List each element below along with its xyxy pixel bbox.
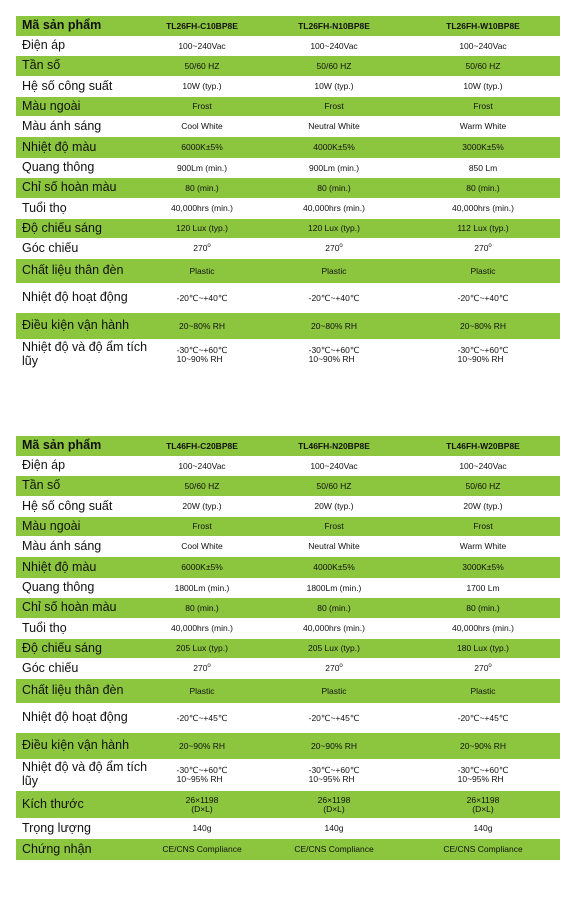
spec-row-dien-ap [16,36,560,56]
spec-value [321,267,346,276]
value-text: 100~240Vac [459,40,507,51]
spec-value [185,62,220,71]
spec-row-mau-anh-sang [16,116,560,137]
spec-value [467,796,500,814]
spec-row-mau-ngoai [16,517,560,536]
spec-value [314,502,353,511]
spec-value [458,294,509,303]
value-text: Warm White [459,541,507,552]
value-text: 900Lm (min.) [176,162,228,173]
value-text: Cool White [181,121,223,132]
value-text: 900Lm (min.) [308,162,360,173]
spec-label: Nhiệt độ màu [22,139,97,154]
spec-value [458,346,509,364]
value-text: 140g [473,823,493,834]
spec-label: Chứng nhận [22,841,92,856]
spec-label: Tuổi thọ [22,620,67,635]
value-text: 20~80% RH [310,320,358,331]
spec-value [162,845,241,854]
spec-label: Độ chiếu sáng [22,220,102,235]
spec-row-dieu-kien-van-hanh [16,313,560,339]
spec-value [324,522,343,531]
value-text: 100~240Vac [459,460,507,471]
spec-value [309,294,360,303]
value-text: -30℃~+60℃ [457,765,509,776]
spec-value [474,664,492,673]
spec-value [443,845,522,854]
value-text: -30℃~+60℃ [308,345,360,356]
value-text: -20℃~+45℃ [308,712,360,723]
value-text: 270 [474,663,489,674]
model-code [298,22,370,31]
spec-label: Độ chiếu sáng [22,640,102,655]
value-text-line2: 10~90% RH [308,354,355,364]
value-text: Frost [192,521,212,532]
spec-value [317,62,352,71]
value-text: -30℃~+60℃ [176,345,228,356]
value-text: 205 Lux (typ.) [176,643,228,654]
value-text: 40,000hrs (min.) [452,203,514,214]
value-text: 80 (min.) [317,182,351,193]
value-text: 120 Lux (typ.) [176,223,228,234]
spec-value [457,224,508,233]
spec-value [466,604,500,613]
value-text: 40,000hrs (min.) [303,623,365,634]
spec-value [193,664,211,673]
spec-value [171,624,233,633]
spec-label: Mã sản phẩm [22,438,102,453]
spec-value [307,584,362,593]
spec-row-tuoi-tho [16,198,560,219]
spec-value [309,714,360,723]
value-text: 80 (min.) [466,602,500,613]
spec-value [474,244,492,253]
spec-value [459,42,506,51]
spec-value [325,664,343,673]
spec-value [321,687,346,696]
value-text: 40,000hrs (min.) [303,203,365,214]
value-text: 20~90% RH [310,740,358,751]
value-text: 40,000hrs (min.) [171,623,233,634]
spec-value [473,522,492,531]
value-text: Frost [324,101,344,112]
value-text: Plastic [189,685,215,696]
spec-value [460,322,506,331]
spec-label: Hệ số công suất [22,498,113,513]
spec-value [463,82,502,91]
spec-value [185,482,220,491]
header-row [16,16,560,36]
spec-value [466,482,501,491]
spec-label: Chất liệu thân đèn [22,683,124,698]
value-text: 80 (min.) [466,182,500,193]
spec-table-2 [16,436,560,860]
value-text: TL46FH-C20BP8E [166,440,238,451]
spec-label: Màu ánh sáng [22,118,102,133]
value-text: 50/60 HZ [316,480,352,491]
spec-value [324,102,343,111]
value-text-line2: 10~90% RH [457,354,504,364]
spec-value [179,322,225,331]
spec-label: Điện áp [22,38,66,53]
value-text-line2: (D×L) [323,803,345,814]
value-text: 4000K±5% [313,562,355,573]
value-text: 3000K±5% [462,562,504,573]
value-text: TL26FH-C10BP8E [166,20,238,31]
spec-value [193,824,212,833]
value-text: Neutral White [308,541,360,552]
spec-label: Mã sản phẩm [22,18,102,33]
spec-row-tuoi-tho [16,618,560,639]
spec-label: Chỉ số hoàn màu [22,600,117,615]
spec-label: Trọng lượng [22,820,91,835]
value-text: 100~240Vac [178,40,226,51]
spec-value [325,824,344,833]
spec-row-tan-so [16,56,560,76]
spec-row-trong-luong [16,818,560,839]
value-text: Plastic [470,265,496,276]
value-text: -20℃~+40℃ [457,292,509,303]
value-text: 20~90% RH [459,740,507,751]
spec-value [459,462,506,471]
value-text: TL26FH-W10BP8E [446,20,520,31]
value-text: TL26FH-N10BP8E [298,20,370,31]
spec-label: Góc chiếu [22,240,79,255]
value-text: -30℃~+60℃ [176,765,228,776]
spec-row-tan-so [16,476,560,496]
value-text: 10W (typ.) [182,81,222,92]
value-text: Frost [324,521,344,532]
spec-row-kich-thuoc [16,791,560,818]
header-row [16,436,560,456]
spec-value [185,604,219,613]
spec-value [181,563,223,572]
value-text: Plastic [470,685,496,696]
value-text: -20℃~+40℃ [308,292,360,303]
spec-label: Nhiệt độ hoạt động [22,290,128,305]
spec-row-nhiet-do-va-do-am-tich-luy [16,339,560,371]
value-text: 10W (typ.) [463,81,503,92]
spec-row-dieu-kien-van-hanh [16,733,560,759]
spec-value [177,164,227,173]
spec-value [317,482,352,491]
value-text: 205 Lux (typ.) [308,643,360,654]
spec-value [308,122,360,131]
value-text: 20W (typ.) [182,501,222,512]
value-text: 1800Lm (min.) [174,582,230,593]
spec-value [310,42,357,51]
value-text: 50/60 HZ [316,60,352,71]
spec-row-chat-lieu-than-den [16,679,560,703]
spec-value [186,796,219,814]
spec-value [178,462,225,471]
spec-value [452,204,514,213]
spec-value [318,796,351,814]
value-text: 40,000hrs (min.) [452,623,514,634]
spec-value [308,644,360,653]
spec-value [317,184,351,193]
value-text: Cool White [181,541,223,552]
spec-value [470,267,495,276]
spec-row-mau-ngoai [16,97,560,116]
spec-label: Quang thông [22,160,95,175]
value-text-line2: (D×L) [472,803,494,814]
spec-value [181,122,223,131]
spec-value [176,644,228,653]
spec-value [189,687,214,696]
spec-label: Kích thước [22,796,84,811]
spec-row-dien-ap [16,456,560,476]
value-text: 180 Lux (typ.) [457,643,509,654]
spec-value [310,462,357,471]
spec-value [313,143,355,152]
spec-row-do-chieu-sang [16,639,560,658]
spec-row-nhiet-do-mau [16,557,560,578]
spec-value [473,102,492,111]
spec-label: Tần số [22,478,61,493]
spec-value [175,584,230,593]
spec-value [463,502,502,511]
spec-value [317,604,351,613]
spec-label: Nhiệt độ màu [22,559,97,574]
spec-value [309,346,360,364]
value-text: Plastic [321,685,347,696]
spec-value [308,542,360,551]
spec-value [314,82,353,91]
value-text: 26×1198 [317,794,351,805]
value-text: 100~240Vac [310,40,358,51]
spec-value [192,522,211,531]
spec-value [179,742,225,751]
value-text: -20℃~+45℃ [457,712,509,723]
value-text: 270 [193,243,208,254]
spec-value [176,224,228,233]
spec-value [177,346,228,364]
spec-label: Tuổi thọ [22,200,67,215]
degree-superscript: o [339,243,343,250]
spec-row-goc-chieu [16,238,560,259]
spec-value [181,542,223,551]
spec-value [452,624,514,633]
value-text: 26×1198 [185,794,219,805]
value-text: 10W (typ.) [314,81,354,92]
spec-value [193,244,211,253]
spec-value [311,742,357,751]
spec-value [178,42,225,51]
spec-row-he-so-cong-suat [16,496,560,517]
value-text: -20℃~+45℃ [176,712,228,723]
spec-value [466,584,499,593]
value-text: 80 (min.) [317,602,351,613]
degree-superscript: o [339,663,343,670]
spec-row-do-chieu-sang [16,219,560,238]
model-code [446,22,520,31]
spec-label: Chất liệu thân đèn [22,263,124,278]
degree-superscript: o [207,663,211,670]
value-text: -20℃~+40℃ [176,292,228,303]
value-text: 112 Lux (typ.) [457,223,509,234]
spec-value [457,644,509,653]
spec-value [185,184,219,193]
value-text: CE/CNS Compliance [162,844,242,855]
spec-value [308,224,360,233]
value-text: 850 Lm [468,162,498,173]
spec-row-nhiet-do-hoat-dong [16,283,560,313]
value-text: 100~240Vac [178,460,226,471]
value-text-line2: 10~95% RH [457,774,504,784]
spec-value [466,62,501,71]
value-text: 40,000hrs (min.) [171,203,233,214]
spec-value [192,102,211,111]
spec-row-chi-so-hoan-mau [16,178,560,198]
spec-value [182,502,221,511]
value-text: 20~80% RH [459,320,507,331]
value-text: 120 Lux (typ.) [308,223,360,234]
spec-row-chi-so-hoan-mau [16,598,560,618]
spec-value [460,742,506,751]
spec-row-nhiet-do-hoat-dong [16,703,560,733]
spec-label: Màu ngoài [22,518,81,533]
value-text: 270 [474,243,489,254]
spec-value [177,294,228,303]
spec-value [460,542,506,551]
spec-value [474,824,493,833]
value-text: TL46FH-W20BP8E [446,440,520,451]
value-text: 3000K±5% [462,142,504,153]
value-text-line2: (D×L) [191,803,213,814]
spec-value [458,714,509,723]
model-code [166,442,238,451]
spec-row-chung-nhan [16,839,560,860]
spec-value [182,82,221,91]
value-text: 270 [325,663,340,674]
spec-label: Tần số [22,58,61,73]
value-text: 20~80% RH [178,320,226,331]
spec-label: Chỉ số hoàn màu [22,180,117,195]
spec-value [325,244,343,253]
value-text: 26×1198 [466,794,500,805]
value-text: 50/60 HZ [465,480,501,491]
value-text: -30℃~+60℃ [308,765,360,776]
spec-label: Điện áp [22,458,66,473]
value-text: 100~240Vac [310,460,358,471]
spec-row-goc-chieu [16,658,560,679]
value-text: 270 [193,663,208,674]
value-text: 6000K±5% [181,142,223,153]
spec-row-quang-thong [16,578,560,598]
spec-value [470,687,495,696]
value-text: 1700 Lm [466,582,500,593]
value-text: Frost [473,521,493,532]
spec-row-mau-anh-sang [16,536,560,557]
spec-value [466,184,500,193]
value-text-line2: 10~95% RH [176,774,223,784]
value-text: 270 [325,243,340,254]
value-text: 140g [192,823,212,834]
value-text: Frost [473,101,493,112]
spec-label: Điều kiện vận hành [22,738,130,753]
spec-row-nhiet-do-mau [16,137,560,158]
degree-superscript: o [488,663,492,670]
model-code [298,442,370,451]
spec-label: Nhiệt độ và độ ẩm tích lũy [22,760,148,788]
spec-table-1 [16,16,560,371]
spec-value [309,766,360,784]
value-text: 50/60 HZ [465,60,501,71]
spec-value [177,766,228,784]
value-text-line2: 10~90% RH [176,354,223,364]
spec-value [303,624,365,633]
value-text: Frost [192,101,212,112]
value-text: CE/CNS Compliance [294,844,374,855]
value-text: Plastic [189,265,215,276]
spec-value [177,714,228,723]
spec-row-chat-lieu-than-den [16,259,560,283]
degree-superscript: o [207,243,211,250]
spec-value [313,563,355,572]
spec-label: Hệ số công suất [22,78,113,93]
spec-value [311,322,357,331]
value-text: CE/CNS Compliance [443,844,523,855]
spec-value [189,267,214,276]
value-text-line2: 10~95% RH [308,774,355,784]
spec-value [469,164,497,173]
spec-label: Màu ánh sáng [22,538,102,553]
spec-label: Nhiệt độ hoạt động [22,710,128,725]
spec-value [303,204,365,213]
model-code [446,442,520,451]
spec-label: Điều kiện vận hành [22,318,130,333]
value-text: 80 (min.) [185,602,219,613]
value-text: -30℃~+60℃ [457,345,509,356]
value-text: 50/60 HZ [184,60,220,71]
spec-label: Góc chiếu [22,660,79,675]
value-text: Warm White [459,121,507,132]
value-text: 6000K±5% [181,562,223,573]
spec-value [462,563,504,572]
value-text: 50/60 HZ [184,480,220,491]
spec-row-he-so-cong-suat [16,76,560,97]
value-text: 80 (min.) [185,182,219,193]
value-text: 1800Lm (min.) [306,582,362,593]
spec-value [462,143,504,152]
spec-value [309,164,359,173]
spec-value [458,766,509,784]
spec-label: Quang thông [22,580,95,595]
value-text: Neutral White [308,121,360,132]
spec-label: Nhiệt độ và độ ẩm tích lũy [22,340,148,368]
value-text: 20W (typ.) [314,501,354,512]
spec-label: Màu ngoài [22,98,81,113]
spec-row-nhiet-do-va-do-am-tich-luy [16,759,560,791]
value-text: 4000K±5% [313,142,355,153]
value-text: 20W (typ.) [463,501,503,512]
spec-value [294,845,373,854]
value-text: Plastic [321,265,347,276]
model-code [166,22,238,31]
spec-value [460,122,506,131]
value-text: 20~90% RH [178,740,226,751]
spec-value [181,143,223,152]
value-text: TL46FH-N20BP8E [298,440,370,451]
spec-row-quang-thong [16,158,560,178]
spec-value [171,204,233,213]
value-text: 140g [324,823,344,834]
degree-superscript: o [488,243,492,250]
